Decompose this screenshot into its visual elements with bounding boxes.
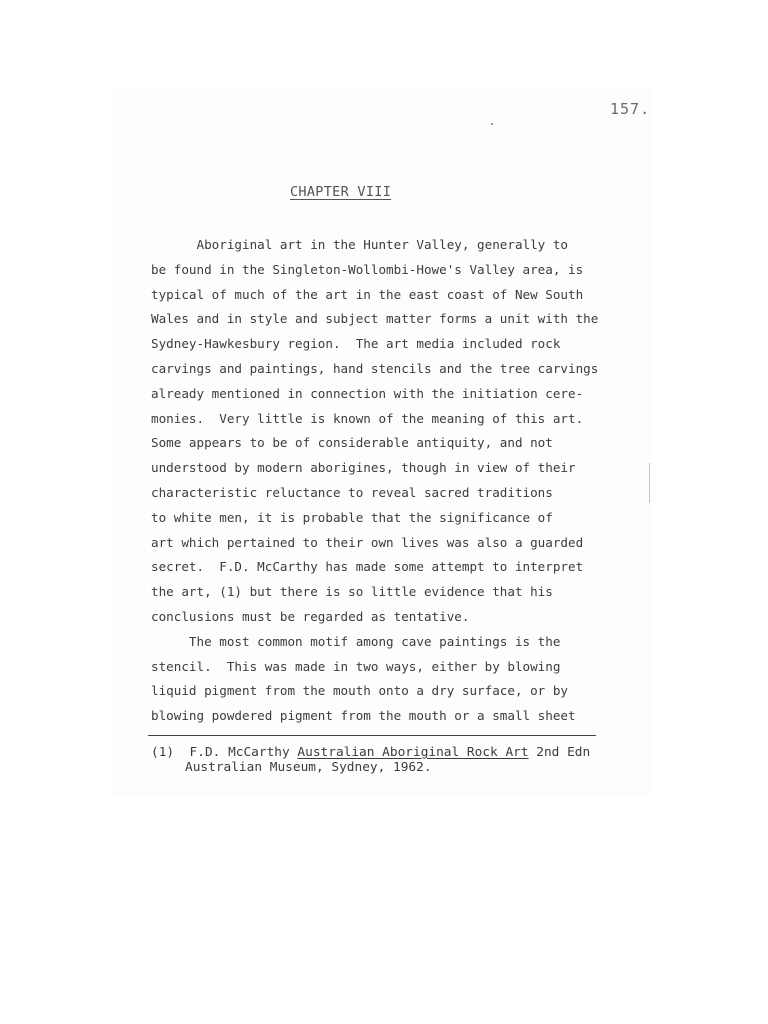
text-line: be found in the Singleton-Wollombi-Howe's Valley area, is — [151, 261, 584, 277]
stray-ink-mark — [491, 123, 493, 125]
text-line: Some appears to be of considerable antiquity, and not — [151, 435, 553, 451]
text-line: Sydney-Hawkesbury region. The art media included rock — [151, 336, 561, 352]
footnote-edition: 2nd Edn — [528, 745, 591, 760]
text-line: the art, (1) but there is so little evidence that his — [151, 584, 553, 600]
text-line: understood by modern aborigines, though in view of their — [151, 460, 576, 476]
footnote-marker: (1) — [151, 745, 175, 760]
text-line: already mentioned in connection with the initiation cere- — [151, 385, 584, 401]
text-line: blowing powdered pigment from the mouth or a small sheet — [151, 708, 576, 724]
page-number: 157. — [610, 100, 651, 118]
text-line: to white men, it is probable that the significance of — [151, 509, 553, 525]
footnote-line-1 — [151, 745, 590, 760]
text-line: Wales and in style and subject matter forms a unit with the — [151, 311, 599, 327]
text-line: liquid pigment from the mouth onto a dry surface, or by — [151, 683, 569, 699]
body-text — [151, 233, 651, 729]
text-line: stencil. This was made in two ways, either by blowing — [151, 658, 561, 674]
footnote-author: F.D. McCarthy — [189, 745, 298, 760]
footnote-rule — [148, 735, 596, 736]
text-line: Aboriginal art in the Hunter Valley, generally to — [151, 237, 569, 252]
chapter-title: CHAPTER VIII — [290, 184, 392, 200]
text-line: conclusions must be regarded as tentative. — [151, 608, 470, 624]
text-line: art which pertained to their own lives was also a guarded — [151, 534, 584, 550]
text-line: typical of much of the art in the east coast of New South — [151, 286, 584, 302]
text-line: monies. Very little is known of the meaning of this art. — [151, 410, 584, 426]
text-line: secret. F.D. McCarthy has made some attempt to interpret — [151, 559, 584, 575]
text-line: carvings and paintings, hand stencils and the tree carvings — [151, 360, 599, 376]
footnote-line-2: Australian Museum, Sydney, 1962. — [185, 760, 432, 775]
text-line: characteristic reluctance to reveal sacred traditions — [151, 484, 553, 500]
footnote-title: Australian Aboriginal Rock Art — [297, 745, 529, 760]
footnote — [151, 745, 590, 775]
text-line: The most common motif among cave paintings is the — [151, 633, 561, 649]
